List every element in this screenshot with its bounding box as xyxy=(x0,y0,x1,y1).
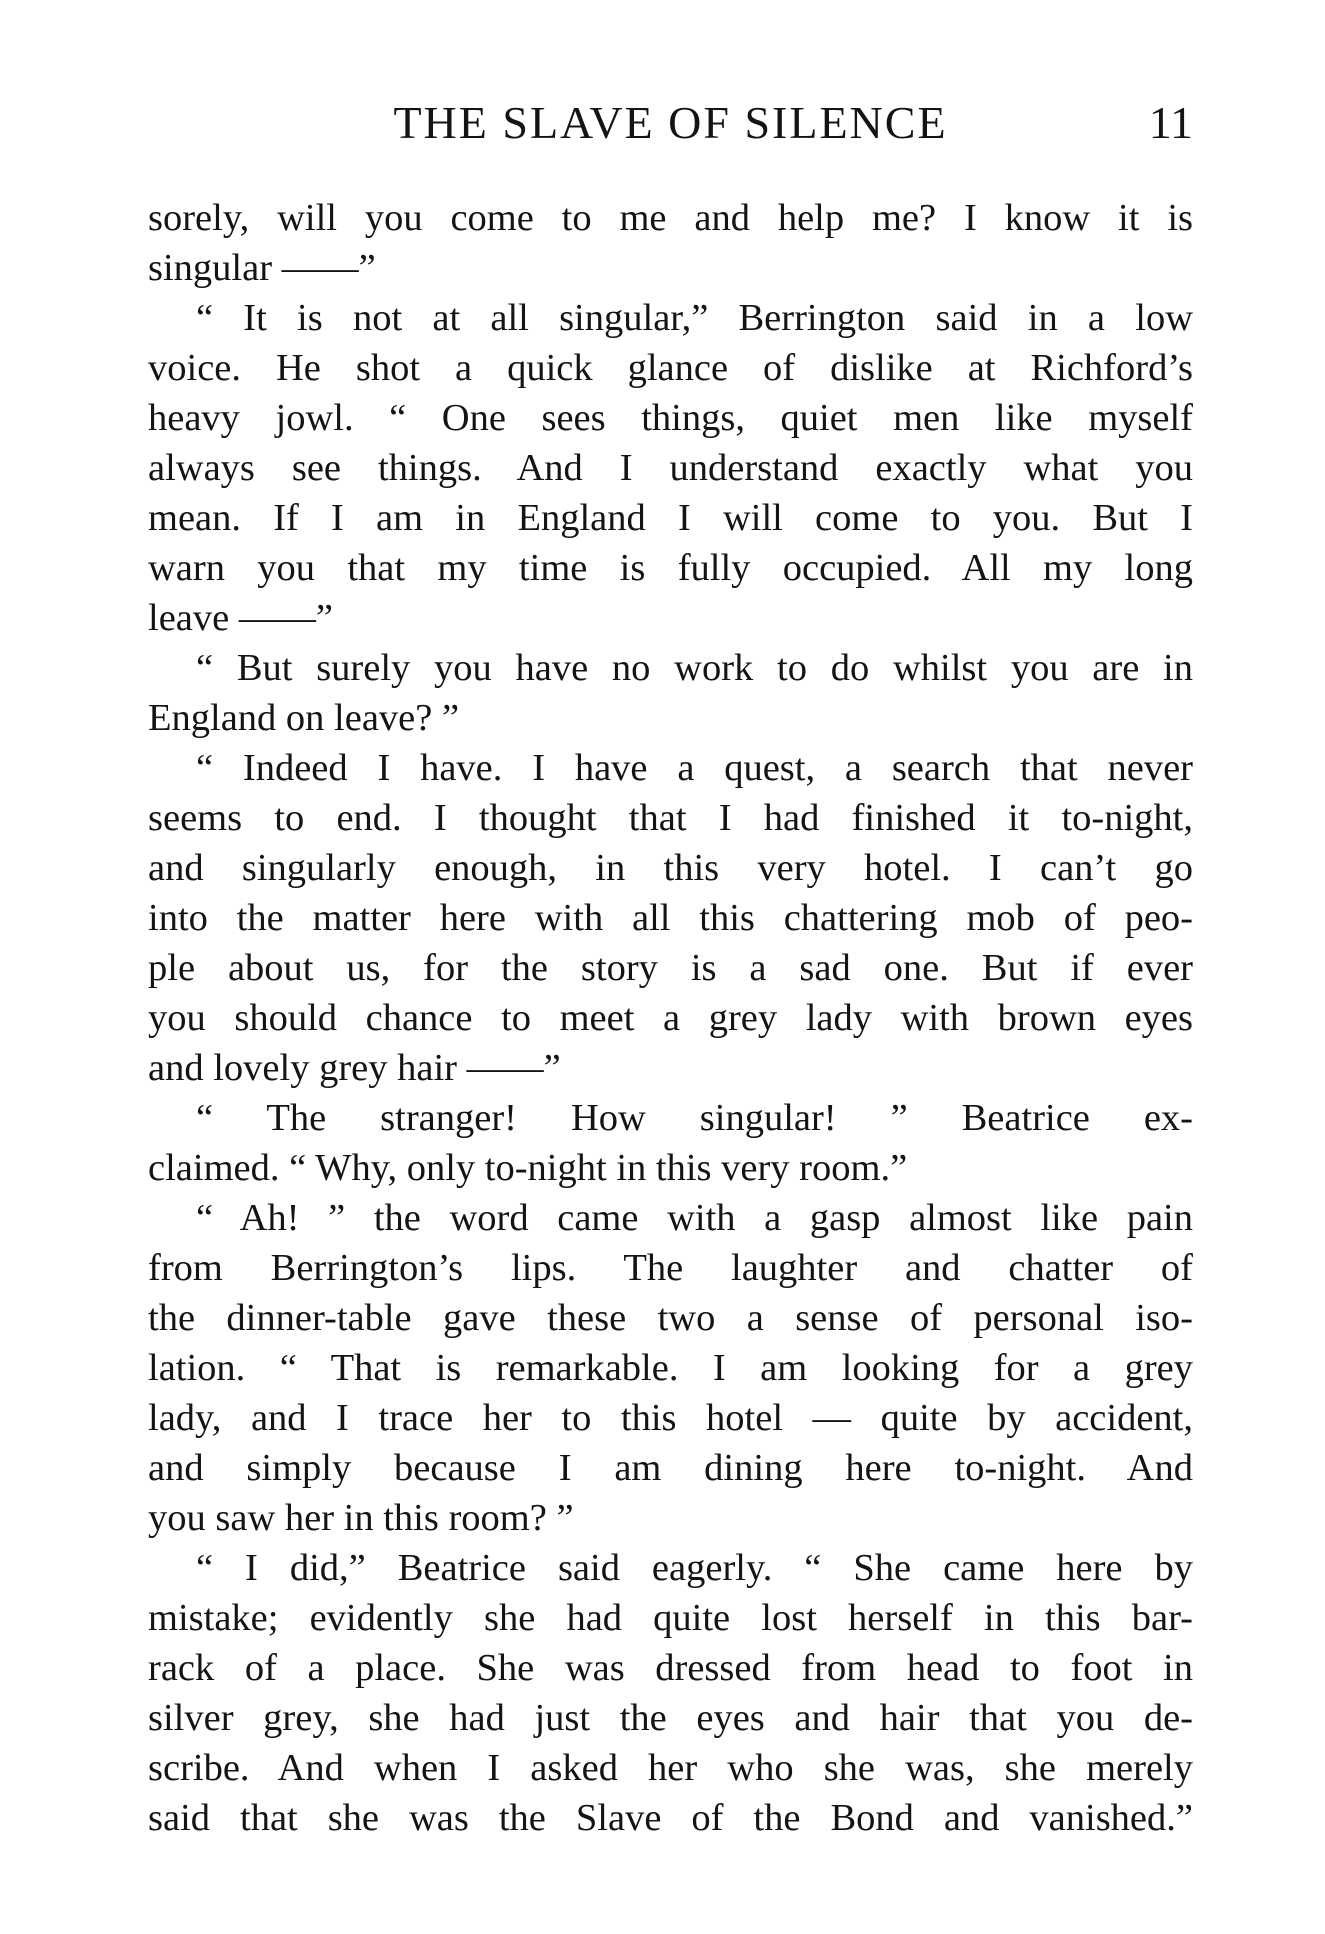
text-line: and simply because I am dining here to-night. And xyxy=(148,1447,1193,1489)
text-line: and singularly enough, in this very hotel. I can’t go xyxy=(148,847,1193,889)
body-text xyxy=(148,193,1193,1843)
text-line: silver grey, she had just the eyes and hair that you de- xyxy=(148,1697,1193,1739)
page-number: 11 xyxy=(1148,97,1193,148)
text-line: “ Indeed I have. I have a quest, a search that never xyxy=(196,747,1193,789)
text-line: England on leave? ” xyxy=(148,697,460,739)
text-line: singular ——” xyxy=(148,247,376,289)
text-line: you saw her in this room? ” xyxy=(148,1497,574,1539)
text-line: lady, and I trace her to this hotel — quite by accident, xyxy=(148,1397,1193,1439)
text-line: into the matter here with all this chattering mob of peo- xyxy=(148,897,1193,939)
text-line: leave ——” xyxy=(148,597,333,639)
text-line: seems to end. I thought that I had finished it to-night, xyxy=(148,797,1193,839)
text-line: “ It is not at all singular,” Berrington said in a low xyxy=(196,297,1193,339)
text-line: “ The stranger! How singular! ” Beatrice ex- xyxy=(196,1097,1193,1139)
text-line: “ I did,” Beatrice said eagerly. “ She came here by xyxy=(196,1547,1193,1589)
text-line: voice. He shot a quick glance of dislike at Richford’s xyxy=(148,347,1193,389)
text-line: rack of a place. She was dressed from head to foot in xyxy=(148,1647,1193,1689)
text-line: and lovely grey hair ——” xyxy=(148,1047,561,1089)
text-line: “ Ah! ” the word came with a gasp almost like pain xyxy=(196,1197,1193,1239)
text-line: from Berrington’s lips. The laughter and chatter of xyxy=(148,1247,1193,1289)
text-line: mean. If I am in England I will come to you. But I xyxy=(148,497,1193,539)
running-title: THE SLAVE OF SILENCE xyxy=(393,97,948,148)
text-line: sorely, will you come to me and help me? I know it is xyxy=(148,197,1193,239)
text-line: “ But surely you have no work to do whilst you are in xyxy=(196,647,1193,689)
text-line: mistake; evidently she had quite lost herself in this bar- xyxy=(148,1597,1193,1639)
text-line: scribe. And when I asked her who she was, she merely xyxy=(148,1747,1193,1789)
running-head xyxy=(148,95,1193,155)
text-line: always see things. And I understand exactly what you xyxy=(148,447,1193,489)
text-line: heavy jowl. “ One sees things, quiet men like myself xyxy=(148,397,1193,439)
text-line: warn you that my time is fully occupied. All my long xyxy=(148,547,1193,589)
text-line: said that she was the Slave of the Bond and vanished.” xyxy=(148,1797,1193,1839)
text-line: the dinner-table gave these two a sense of personal iso- xyxy=(148,1297,1193,1339)
text-line: lation. “ That is remarkable. I am looking for a grey xyxy=(148,1347,1193,1389)
text-line: claimed. “ Why, only to-night in this very room.” xyxy=(148,1147,908,1189)
text-line: ple about us, for the story is a sad one. But if ever xyxy=(148,947,1193,989)
text-line: you should chance to meet a grey lady with brown eyes xyxy=(148,997,1193,1039)
